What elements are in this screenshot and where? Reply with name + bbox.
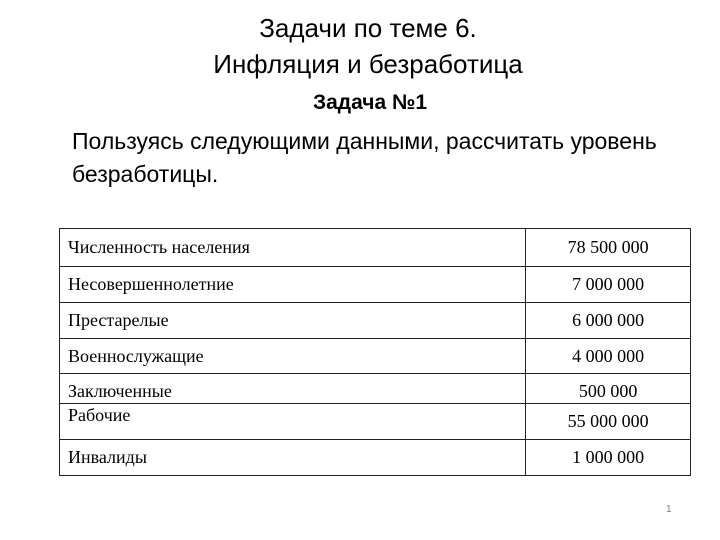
row-label: Несовершеннолетние [60,267,526,303]
row-value: 4 000 000 [526,339,691,374]
page-number: 1 [666,504,672,515]
table-row [60,229,691,267]
row-label: Инвалиды [60,440,526,476]
row-value: 78 500 000 [526,229,691,267]
row-value: 55 000 000 [526,404,691,440]
row-label: Военнослужащие [60,339,526,374]
table-row [60,303,691,339]
slide-title-line-1: Задачи по теме 6. [259,13,477,43]
row-value: 7 000 000 [526,267,691,303]
row-value: 6 000 000 [526,303,691,339]
row-label: Численность населения [60,229,526,267]
task-heading: Задача №1 [312,91,428,114]
table-row [60,440,691,476]
population-data-table [59,228,691,476]
row-label: Престарелые [60,303,526,339]
table-row [60,267,691,303]
row-value: 1 000 000 [526,440,691,476]
table-row [60,374,691,404]
row-value: 500 000 [526,374,691,404]
row-label: Заключенные [60,374,526,404]
slide-title-line-2: Инфляция и безработица [213,49,523,79]
task-instruction: Пользуясь следующими данными, рассчитать уровень безработицы. [72,128,657,187]
table-row [60,404,691,440]
row-label: Рабочие [60,404,526,440]
table-row [60,339,691,374]
